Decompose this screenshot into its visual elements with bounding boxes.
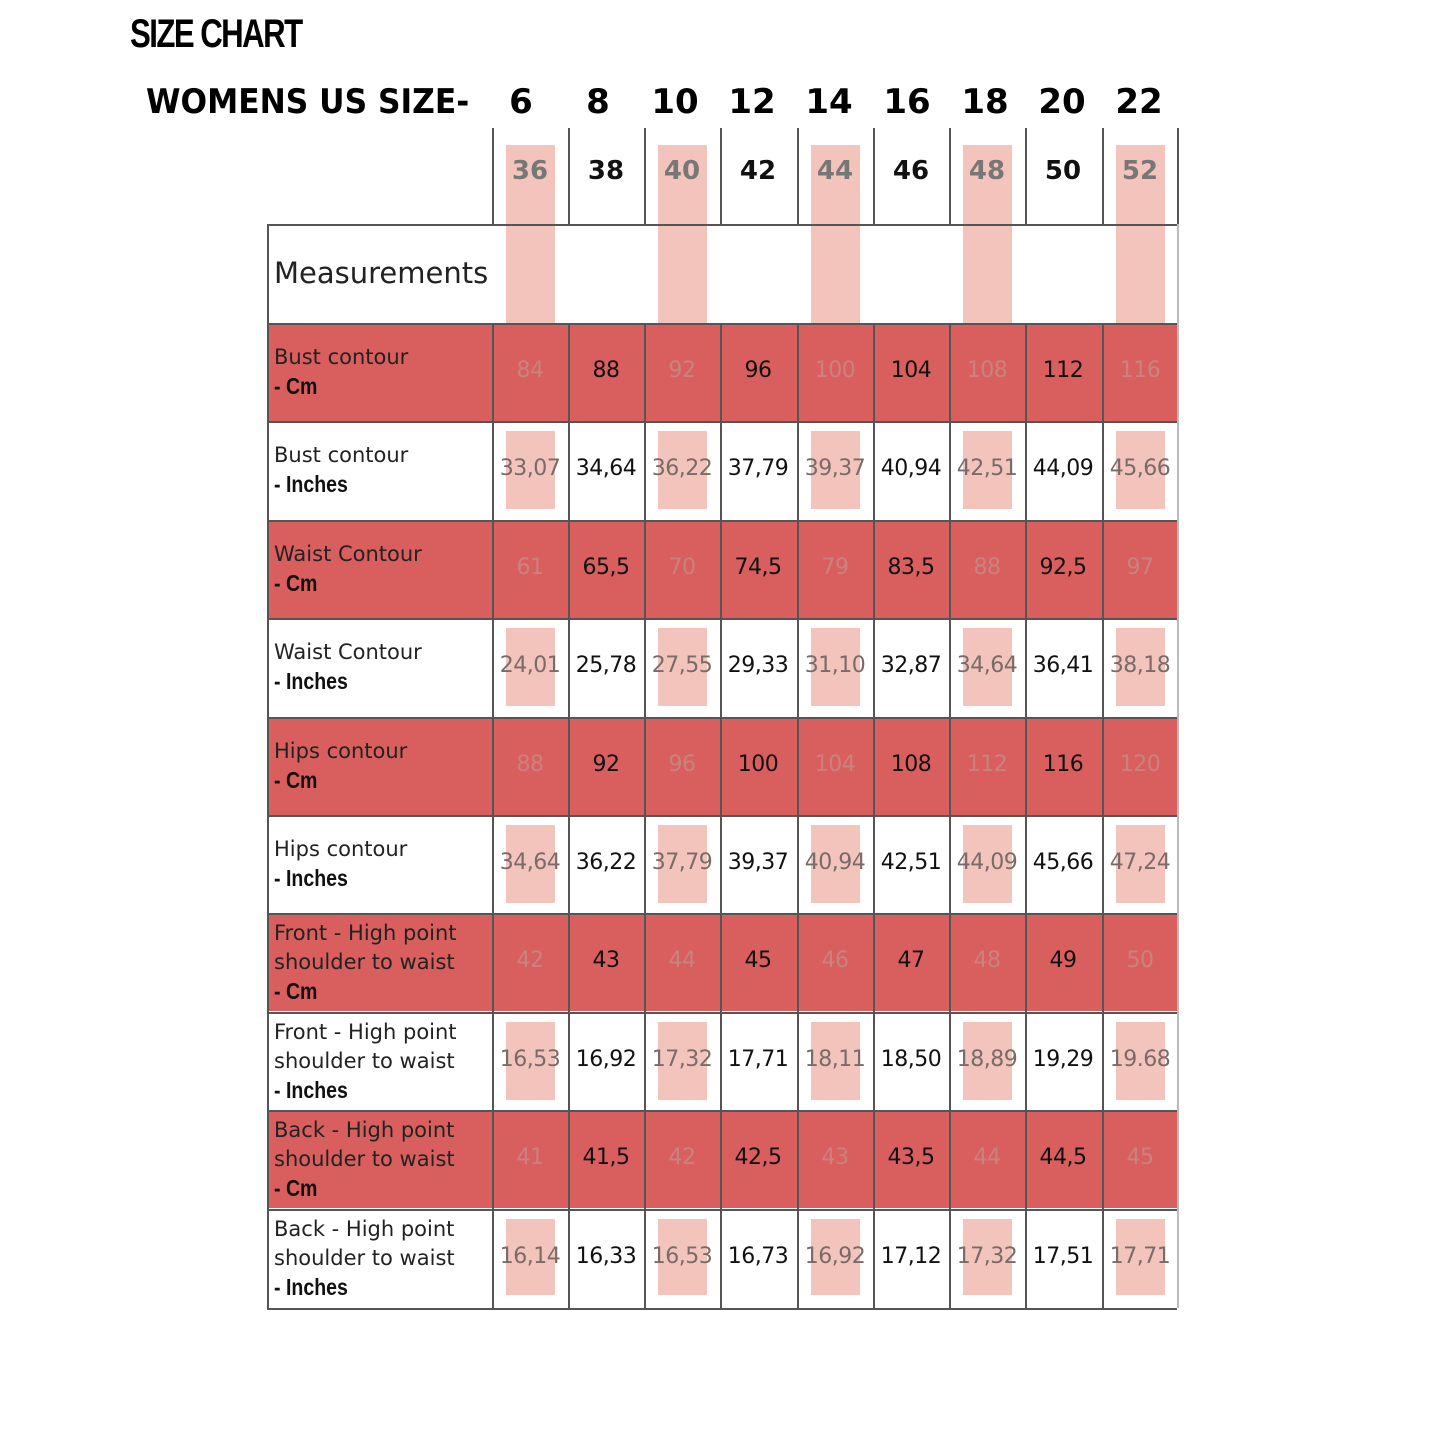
row-unit: - Inches (274, 1273, 348, 1300)
table-cell: 44 (973, 1145, 1001, 1170)
table-cell: 37,79 (651, 850, 713, 875)
table-cell: 65,5 (582, 555, 630, 580)
table-cell: 45,66 (1032, 850, 1094, 875)
row-label (274, 441, 489, 499)
table-cell: 100 (814, 358, 856, 383)
table-cell: 42,51 (880, 850, 942, 875)
row-label (274, 343, 489, 401)
table-cell: 19,29 (1032, 1047, 1094, 1072)
table-cell: 96 (668, 752, 696, 777)
table-cell: 44,09 (1032, 456, 1094, 481)
table-cell: 45 (744, 948, 772, 973)
grid-line (267, 224, 269, 1308)
table-cell: 31,10 (804, 653, 866, 678)
row-label (274, 919, 489, 1006)
page-title: SIZE CHART (130, 12, 302, 56)
table-cell: 16,92 (804, 1244, 866, 1269)
table-cell: 61 (516, 555, 544, 580)
grid-line (267, 815, 1177, 817)
grid-line (267, 717, 1177, 719)
table-cell: 32,87 (880, 653, 942, 678)
table-cell: 44 (668, 948, 696, 973)
table-cell: 88 (973, 555, 1001, 580)
grid-line (267, 421, 1177, 423)
table-cell: 38,18 (1109, 653, 1171, 678)
row-unit: - Cm (274, 767, 318, 793)
grid-line (267, 913, 1177, 915)
eu-size-44: 44 (816, 156, 854, 186)
row-unit: - Inches (274, 865, 348, 891)
table-cell: 41,5 (582, 1145, 630, 1170)
row-label (274, 638, 489, 696)
table-cell: 19.68 (1109, 1047, 1171, 1072)
us-size-8: 8 (586, 82, 610, 122)
table-cell: 34,64 (956, 653, 1018, 678)
row-unit: - Inches (274, 668, 348, 694)
table-cell: 17,71 (1109, 1244, 1171, 1269)
row-label (274, 540, 489, 598)
table-cell: 42,51 (956, 456, 1018, 481)
row-label-text: Hips contour (274, 739, 408, 763)
us-size-20: 20 (1038, 82, 1086, 122)
table-cell: 79 (821, 555, 849, 580)
us-size-18: 18 (961, 82, 1009, 122)
table-cell: 27,55 (651, 653, 713, 678)
table-cell: 36,41 (1032, 653, 1094, 678)
measurements-heading: Measurements (274, 256, 489, 290)
grid-line (267, 1012, 1177, 1014)
table-cell: 116 (1042, 752, 1084, 777)
table-cell: 108 (966, 358, 1008, 383)
row-label (274, 1018, 489, 1105)
table-cell: 40,94 (804, 850, 866, 875)
us-size-14: 14 (805, 82, 853, 122)
us-size-16: 16 (883, 82, 931, 122)
grid-line (267, 1209, 1177, 1211)
row-label-text: Front - High point shoulder to waist (274, 920, 457, 974)
table-cell: 92 (592, 752, 620, 777)
table-cell: 120 (1119, 752, 1161, 777)
row-label (274, 1215, 489, 1302)
table-cell: 47 (897, 948, 925, 973)
eu-size-52: 52 (1121, 156, 1159, 186)
table-cell: 42 (516, 948, 544, 973)
table-cell: 46 (821, 948, 849, 973)
us-size-label: WOMENS US SIZE- (146, 82, 470, 122)
row-label (274, 1116, 489, 1203)
table-cell: 45,66 (1109, 456, 1171, 481)
eu-size-42: 42 (739, 156, 777, 186)
table-cell: 47,24 (1109, 850, 1171, 875)
table-cell: 100 (737, 752, 779, 777)
table-cell: 29,33 (727, 653, 789, 678)
table-cell: 42 (668, 1145, 696, 1170)
table-cell: 39,37 (727, 850, 789, 875)
table-cell: 33,07 (499, 456, 561, 481)
table-cell: 36,22 (575, 850, 637, 875)
row-unit: - Cm (274, 977, 318, 1004)
row-label-text: Waist Contour (274, 542, 422, 566)
row-label-text: Bust contour (274, 345, 409, 369)
us-size-22: 22 (1115, 82, 1163, 122)
table-cell: 25,78 (575, 653, 637, 678)
table-cell: 16,73 (727, 1244, 789, 1269)
table-cell: 92,5 (1039, 555, 1087, 580)
row-label-text: Front - High point shoulder to waist (274, 1019, 457, 1073)
table-cell: 18,11 (804, 1047, 866, 1072)
row-unit: - Inches (274, 471, 348, 497)
table-cell: 116 (1119, 358, 1161, 383)
table-cell: 43 (821, 1145, 849, 1170)
table-cell: 16,14 (499, 1244, 561, 1269)
us-size-12: 12 (728, 82, 776, 122)
table-cell: 17,71 (727, 1047, 789, 1072)
table-cell: 16,53 (651, 1244, 713, 1269)
table-cell: 48 (973, 948, 1001, 973)
table-cell: 43 (592, 948, 620, 973)
table-cell: 104 (814, 752, 856, 777)
grid-line (267, 618, 1177, 620)
table-cell: 104 (890, 358, 932, 383)
row-label (274, 737, 489, 795)
table-cell: 34,64 (575, 456, 637, 481)
grid-line (267, 520, 1177, 522)
row-label-text: Back - High point shoulder to waist (274, 1216, 455, 1270)
row-label-text: Back - High point shoulder to waist (274, 1117, 455, 1171)
eu-size-36: 36 (511, 156, 549, 186)
table-cell: 16,33 (575, 1244, 637, 1269)
table-cell: 88 (516, 752, 544, 777)
row-unit: - Cm (274, 373, 318, 399)
us-size-6: 6 (509, 82, 533, 122)
table-cell: 97 (1126, 555, 1154, 580)
table-cell: 88 (592, 358, 620, 383)
table-cell: 112 (1042, 358, 1084, 383)
row-unit: - Cm (274, 1174, 318, 1201)
table-cell: 16,92 (575, 1047, 637, 1072)
table-cell: 50 (1126, 948, 1154, 973)
table-cell: 36,22 (651, 456, 713, 481)
table-cell: 18,50 (880, 1047, 942, 1072)
table-cell: 44,5 (1039, 1145, 1087, 1170)
table-cell: 84 (516, 358, 544, 383)
grid-line (267, 224, 1177, 226)
row-unit: - Cm (274, 570, 318, 596)
table-cell: 34,64 (499, 850, 561, 875)
table-cell: 18,89 (956, 1047, 1018, 1072)
grid-line (267, 323, 1177, 325)
table-cell: 96 (744, 358, 772, 383)
table-cell: 112 (966, 752, 1008, 777)
table-cell: 17,32 (956, 1244, 1018, 1269)
eu-size-46: 46 (892, 156, 930, 186)
table-cell: 39,37 (804, 456, 866, 481)
table-cell: 37,79 (727, 456, 789, 481)
row-label-text: Bust contour (274, 443, 409, 467)
row-label-text: Waist Contour (274, 640, 422, 664)
grid-line (267, 1308, 1177, 1310)
table-cell: 108 (890, 752, 932, 777)
table-cell: 45 (1126, 1145, 1154, 1170)
table-cell: 17,32 (651, 1047, 713, 1072)
row-label (274, 835, 489, 893)
table-cell: 17,51 (1032, 1244, 1094, 1269)
eu-size-38: 38 (587, 156, 625, 186)
table-cell: 49 (1049, 948, 1077, 973)
row-label-text: Hips contour (274, 837, 408, 861)
table-cell: 70 (668, 555, 696, 580)
table-cell: 24,01 (499, 653, 561, 678)
table-cell: 44,09 (956, 850, 1018, 875)
table-cell: 74,5 (734, 555, 782, 580)
table-cell: 40,94 (880, 456, 942, 481)
table-cell: 42,5 (734, 1145, 782, 1170)
table-cell: 43,5 (887, 1145, 935, 1170)
table-cell: 83,5 (887, 555, 935, 580)
eu-size-48: 48 (968, 156, 1006, 186)
us-size-10: 10 (651, 82, 699, 122)
table-cell: 41 (516, 1145, 544, 1170)
eu-size-50: 50 (1044, 156, 1082, 186)
table-cell: 16,53 (499, 1047, 561, 1072)
grid-line (267, 1110, 1177, 1112)
table-cell: 17,12 (880, 1244, 942, 1269)
table-cell: 92 (668, 358, 696, 383)
row-unit: - Inches (274, 1076, 348, 1103)
eu-size-40: 40 (663, 156, 701, 186)
